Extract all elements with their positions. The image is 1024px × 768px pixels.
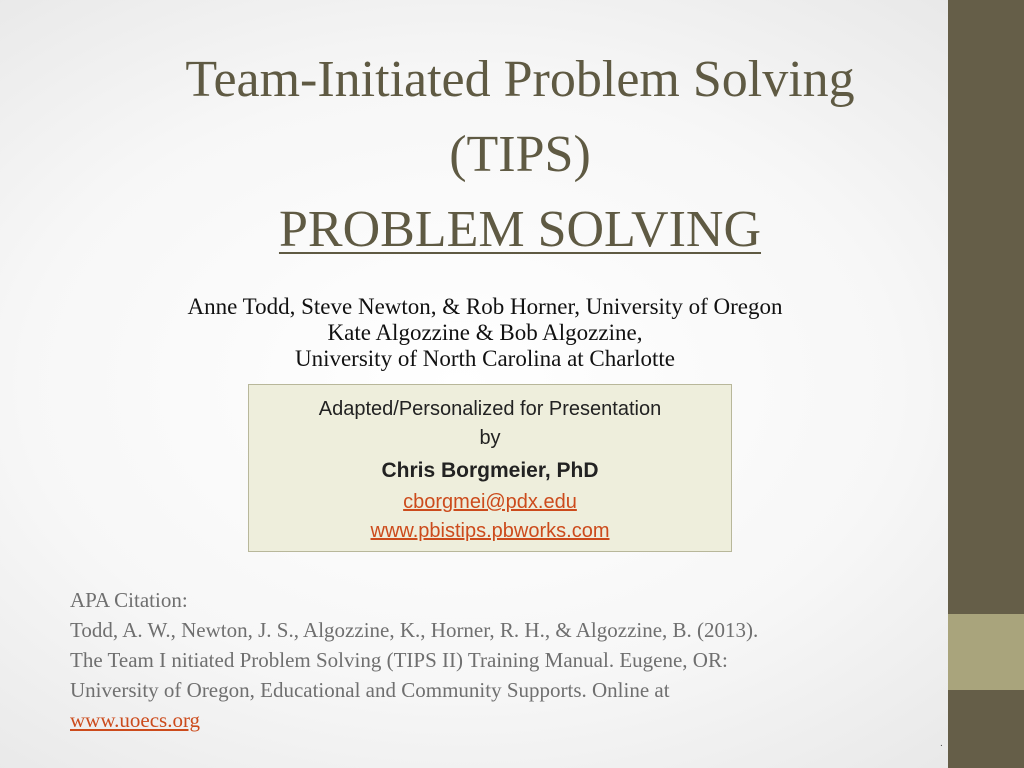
authors-block (60, 294, 910, 372)
citation-line-3: University of Oregon, Educational and Community Supports. Online at (70, 678, 670, 702)
slide-subtitle: PROBLEM SOLVING (278, 201, 762, 258)
authors-line-2: Kate Algozzine & Bob Algozzine, (327, 320, 643, 345)
footer-mark: . (940, 738, 943, 749)
adapted-line-1: Adapted/Personalized for Presentation (318, 398, 662, 420)
citation-link[interactable]: www.uoecs.org (70, 708, 201, 732)
presenter-email-link[interactable]: cborgmei@pdx.edu (403, 491, 577, 513)
presenter-website-link[interactable]: www.pbistips.pbworks.com (370, 520, 610, 542)
citation-line-1: Todd, A. W., Newton, J. S., Algozzine, K., Horner, R. H., & Algozzine, B. (2013). (70, 618, 759, 642)
adapted-line-2: by (479, 427, 501, 449)
authors-line-3: University of North Carolina at Charlotte (294, 346, 676, 371)
sidebar-accent-block (948, 614, 1024, 690)
citation-heading: APA Citation: (70, 588, 188, 612)
presenter-name: Chris Borgmeier, PhD (381, 459, 599, 482)
title-line-2: (TIPS) (449, 126, 591, 183)
authors-line-1: Anne Todd, Steve Newton, & Rob Horner, University of Oregon (187, 294, 783, 319)
title-line-1: Team-Initiated Problem Solving (185, 51, 855, 108)
apa-citation (70, 585, 930, 735)
citation-line-2: The Team I nitiated Problem Solving (TIPS II) Training Manual. Eugene, OR: (70, 648, 728, 672)
adapted-by-box (248, 384, 732, 552)
slide-title (60, 42, 980, 267)
